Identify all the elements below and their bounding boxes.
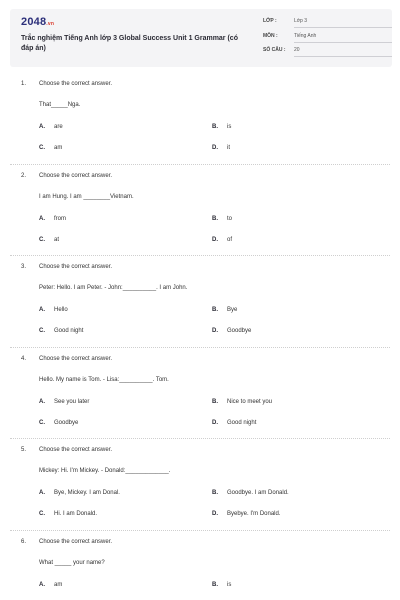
question-divider <box>10 164 390 165</box>
question-text: Mickey: Hi. I'm Mickey. - Donald:_____________. <box>39 468 171 474</box>
answer-option[interactable] <box>39 420 78 426</box>
option-letter: D. <box>212 145 218 151</box>
question-divider <box>10 347 390 348</box>
answer-option[interactable] <box>39 216 66 222</box>
option-text: am <box>54 581 63 588</box>
site-logo[interactable]: 2048.vn <box>21 16 55 28</box>
option-text: Byebye. I'm Donald. <box>227 511 281 517</box>
subject-value: Tiếng Anh <box>294 33 317 39</box>
question-text: Peter: Hello. I am Peter. - John:__________. I am John. <box>39 285 188 291</box>
answer-option[interactable] <box>212 145 230 151</box>
answer-option[interactable] <box>39 237 59 243</box>
question-number: 4. <box>21 355 27 362</box>
option-text: See you later <box>54 398 90 405</box>
answer-option[interactable] <box>39 307 68 313</box>
option-letter: D. <box>212 511 218 517</box>
answer-option[interactable] <box>212 307 237 313</box>
option-text: of <box>227 236 233 243</box>
option-letter: B. <box>212 490 218 496</box>
quiz-header <box>10 9 392 67</box>
option-letter: A. <box>39 307 45 313</box>
option-text: am <box>54 145 63 151</box>
option-text: at <box>54 236 60 243</box>
answer-option[interactable] <box>212 511 281 517</box>
option-letter: C. <box>39 419 45 426</box>
answer-option[interactable] <box>212 216 232 222</box>
option-text: is <box>227 581 232 588</box>
option-text: Hi. I am Donald. <box>54 511 98 517</box>
question-text: Hello. My name is Tom. - Lisa:__________. Tom. <box>39 376 169 383</box>
option-letter: A. <box>39 398 45 405</box>
answer-option[interactable] <box>39 328 83 334</box>
option-letter: B. <box>212 581 218 588</box>
grade-label: LỚP : <box>263 18 277 24</box>
question-number: 2. <box>21 172 27 179</box>
option-letter: A. <box>39 581 45 588</box>
option-text: Bye <box>227 307 238 313</box>
option-letter: A. <box>39 124 45 130</box>
question-number: 6. <box>21 538 27 545</box>
option-letter: C. <box>39 511 45 517</box>
question-prompt: Choose the correct answer. <box>39 447 113 453</box>
option-text: Goodbye <box>227 328 252 334</box>
option-letter: B. <box>212 124 218 130</box>
answer-option[interactable] <box>39 145 62 151</box>
answer-option[interactable] <box>212 490 289 496</box>
question-prompt: Choose the correct answer. <box>39 538 113 545</box>
subject-label: MÔN : <box>263 33 278 39</box>
option-text: Goodbye. I am Donald. <box>227 490 289 496</box>
question-prompt: Choose the correct answer. <box>39 355 113 362</box>
answer-option[interactable] <box>39 490 120 496</box>
question-divider <box>10 530 390 531</box>
option-letter: D. <box>212 236 218 243</box>
subject-underline <box>294 42 392 43</box>
option-text: from <box>54 215 66 222</box>
option-letter: A. <box>39 490 45 496</box>
option-text: is <box>227 124 232 130</box>
answer-option[interactable] <box>212 124 231 130</box>
option-letter: C. <box>39 145 45 151</box>
option-text: are <box>54 124 63 130</box>
question-divider <box>10 438 390 439</box>
question-divider <box>10 255 390 256</box>
question-prompt: Choose the correct answer. <box>39 81 113 87</box>
question-prompt: Choose the correct answer. <box>39 172 113 179</box>
grade-value: Lớp 3 <box>294 18 308 24</box>
answer-option[interactable] <box>212 328 251 334</box>
option-letter: B. <box>212 398 218 405</box>
option-text: it <box>227 145 230 151</box>
question-text: I am Hung. I am ________Vietnam. <box>39 193 134 200</box>
question-count-underline <box>294 56 392 57</box>
question-count-value: 20 <box>294 47 300 53</box>
option-letter: B. <box>212 307 218 313</box>
answer-option[interactable] <box>212 237 232 243</box>
option-text: Goodbye <box>54 419 79 426</box>
question-number: 1. <box>21 81 27 87</box>
quiz-title: Trắc nghiệm Tiếng Anh lớp 3 Global Success Unit 1 Grammar (có đáp án) <box>21 35 238 52</box>
option-letter: D. <box>212 419 218 426</box>
option-text: Good night <box>227 419 257 426</box>
option-letter: C. <box>39 328 45 334</box>
option-text: to <box>227 215 233 222</box>
question-count-label: SỐ CÂU : <box>263 47 286 53</box>
answer-option[interactable] <box>39 511 97 517</box>
answer-option[interactable] <box>39 124 63 130</box>
option-letter: B. <box>212 215 218 222</box>
option-text: Good night <box>54 328 84 334</box>
option-letter: C. <box>39 236 45 243</box>
question-number: 3. <box>21 264 27 270</box>
answer-option[interactable] <box>39 582 62 588</box>
question-number: 5. <box>21 447 27 453</box>
option-letter: A. <box>39 215 45 222</box>
option-text: Bye, Mickey. I am Donal. <box>54 490 120 496</box>
answer-option[interactable] <box>39 399 89 405</box>
question-text: That_____Nga. <box>39 102 81 108</box>
answer-option[interactable] <box>212 399 272 405</box>
option-text: Hello <box>54 307 68 313</box>
answer-option[interactable] <box>212 420 256 426</box>
question-text: What _____ your name? <box>39 559 105 566</box>
answer-option[interactable] <box>212 582 231 588</box>
question-prompt: Choose the correct answer. <box>39 264 113 270</box>
option-text: Nice to meet you <box>227 398 273 405</box>
grade-underline <box>294 27 392 28</box>
option-letter: D. <box>212 328 218 334</box>
